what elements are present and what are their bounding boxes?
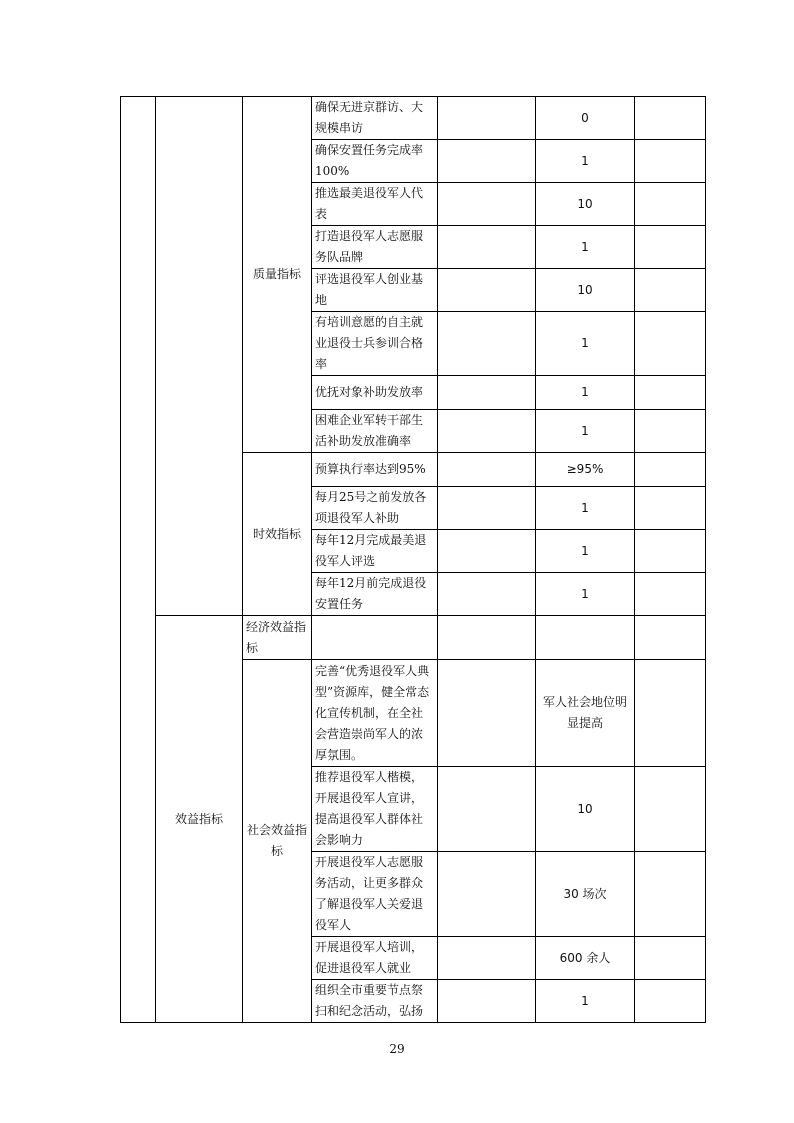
indicator-cell: 优抚对象补助发放率 — [312, 376, 438, 410]
target-value: 1 — [536, 376, 635, 410]
target-value: 30 场次 — [536, 852, 635, 937]
level2-cell-output — [156, 97, 243, 616]
target-value: 10 — [536, 183, 635, 226]
target-value: 1 — [536, 530, 635, 573]
level3-time: 时效指标 — [243, 453, 312, 616]
level2-effect: 效益指标 — [156, 616, 243, 1023]
performance-indicator-table — [120, 96, 706, 1023]
indicator-cell: 确保无进京群访、大规模串访 — [312, 97, 438, 140]
target-value: 1 — [536, 487, 635, 530]
target-value: 1 — [536, 573, 635, 616]
indicator-cell: 有培训意愿的自主就业退役士兵参训合格率 — [312, 312, 438, 376]
target-value: 1 — [536, 226, 635, 269]
level3-social: 社会效益指标 — [243, 660, 312, 1023]
indicator-cell: 评选退役军人创业基地 — [312, 269, 438, 312]
indicator-cell: 预算执行率达到95% — [312, 453, 438, 487]
target-value: 600 余人 — [536, 937, 635, 980]
target-value: 10 — [536, 767, 635, 852]
table-row — [121, 97, 706, 140]
level3-economic: 经济效益指标 — [243, 616, 312, 660]
page-number: 29 — [389, 1042, 405, 1056]
indicator-cell: 组织全市重要节点祭扫和纪念活动，弘扬 — [312, 980, 438, 1023]
indicator-cell: 确保安置任务完成率100% — [312, 140, 438, 183]
indicator-cell: 开展退役军人培训，促进退役军人就业 — [312, 937, 438, 980]
indicator-cell: 每月25号之前发放各项退役军人补助 — [312, 487, 438, 530]
indicator-cell: 困难企业军转干部生活补助发放准确率 — [312, 410, 438, 453]
indicator-cell: 推选最美退役军人代表 — [312, 183, 438, 226]
target-value: 1 — [536, 980, 635, 1023]
target-value: 0 — [536, 97, 635, 140]
target-value: 1 — [536, 410, 635, 453]
target-value: 军人社会地位明显提高 — [536, 660, 635, 767]
indicator-cell: 每年12月前完成退役安置任务 — [312, 573, 438, 616]
indicator-cell — [312, 616, 438, 660]
indicator-cell: 开展退役军人志愿服务活动，让更多群众了解退役军人关爱退役军人 — [312, 852, 438, 937]
indicator-cell: 完善“优秀退役军人典型”资源库，健全常态化宣传机制，在全社会营造崇尚军人的浓厚氛围。 — [312, 660, 438, 767]
indicator-cell: 打造退役军人志愿服务队品牌 — [312, 226, 438, 269]
target-value: 10 — [536, 269, 635, 312]
level1-cell — [121, 97, 156, 1023]
indicator-cell: 每年12月完成最美退役军人评选 — [312, 530, 438, 573]
indicator-cell: 推荐退役军人楷模，开展退役军人宣讲，提高退役军人群体社会影响力 — [312, 767, 438, 852]
table-row — [121, 616, 706, 660]
level3-quality: 质量指标 — [243, 97, 312, 453]
target-value: ≥95% — [536, 453, 635, 487]
target-value: 1 — [536, 140, 635, 183]
target-value: 1 — [536, 312, 635, 376]
